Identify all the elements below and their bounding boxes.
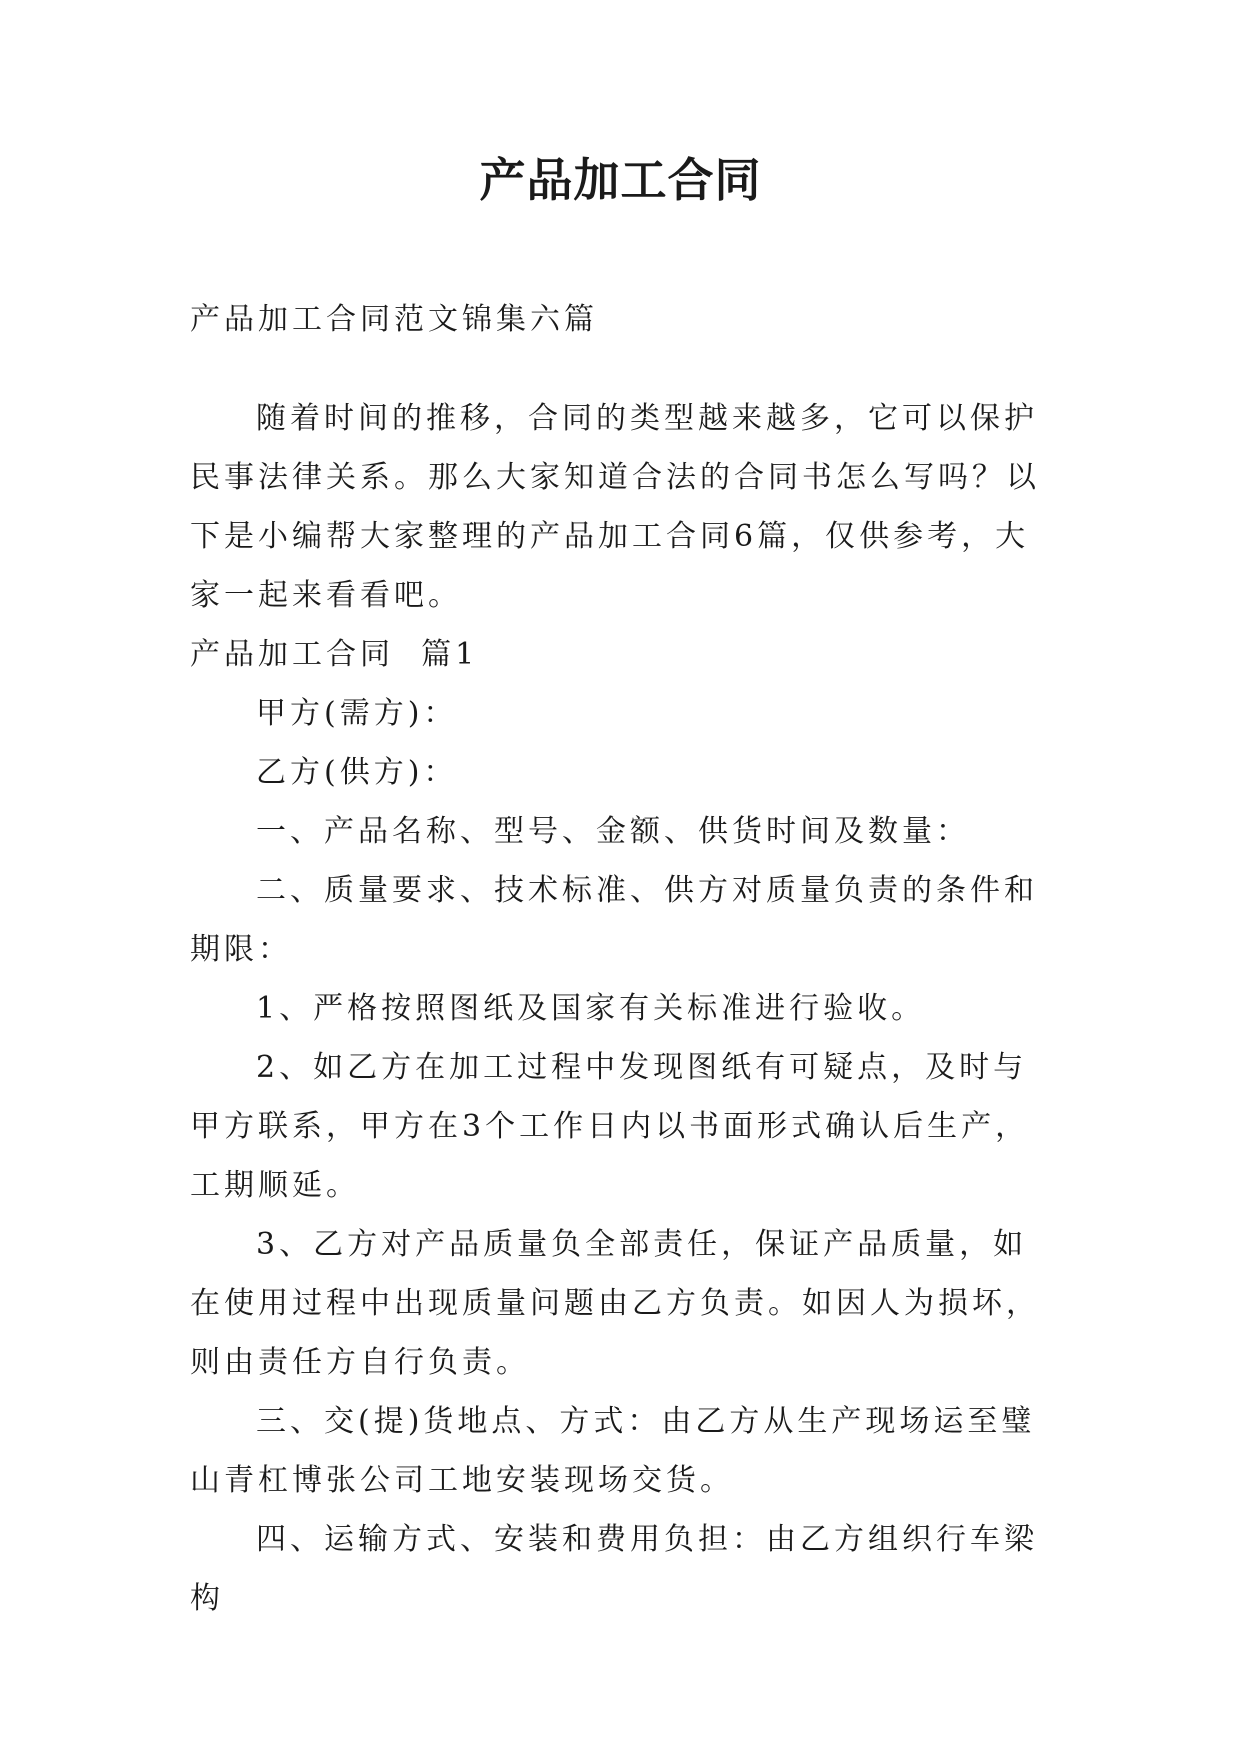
clause-2-3-paragraph: 3、乙方对产品质量负全部责任，保证产品质量，如在使用过程中出现质量问题由乙方负责。如因人为损坏，则由责任方自行负责。 xyxy=(190,1227,1040,1380)
document-subtitle: 产品加工合同范文锦集六篇 xyxy=(190,302,598,337)
document-body xyxy=(190,290,1050,1628)
document-title: 产品加工合同 xyxy=(479,153,762,207)
section-heading: 产品加工合同 篇1 xyxy=(190,637,479,672)
clause-4-paragraph: 四、运输方式、安装和费用负担：由乙方组织行车梁构 xyxy=(190,1522,1038,1616)
intro-paragraph: 随着时间的推移，合同的类型越来越多，它可以保护民事法律关系。那么大家知道合法的合同书怎么写吗？以下是小编帮大家整理的产品加工合同6篇，仅供参考，大家一起来看看吧。 xyxy=(190,401,1040,613)
clause-1-paragraph: 一、产品名称、型号、金额、供货时间及数量： xyxy=(256,814,970,849)
party-b-line: 乙方(供方)： xyxy=(256,755,458,790)
clause-3-paragraph: 三、交(提)货地点、方式：由乙方从生产现场运至璧山青杠博张公司工地安装现场交货。 xyxy=(190,1404,1036,1498)
clause-2-1-paragraph: 1、严格按照图纸及国家有关标准进行验收。 xyxy=(256,991,926,1026)
party-a-line: 甲方(需方)： xyxy=(256,696,458,731)
clause-2-paragraph: 二、质量要求、技术标准、供方对质量负责的条件和期限： xyxy=(190,873,1038,967)
clause-2-2-paragraph: 2、如乙方在加工过程中发现图纸有可疑点，及时与甲方联系，甲方在3个工作日内以书面形式确认后生产，工期顺延。 xyxy=(190,1050,1030,1203)
